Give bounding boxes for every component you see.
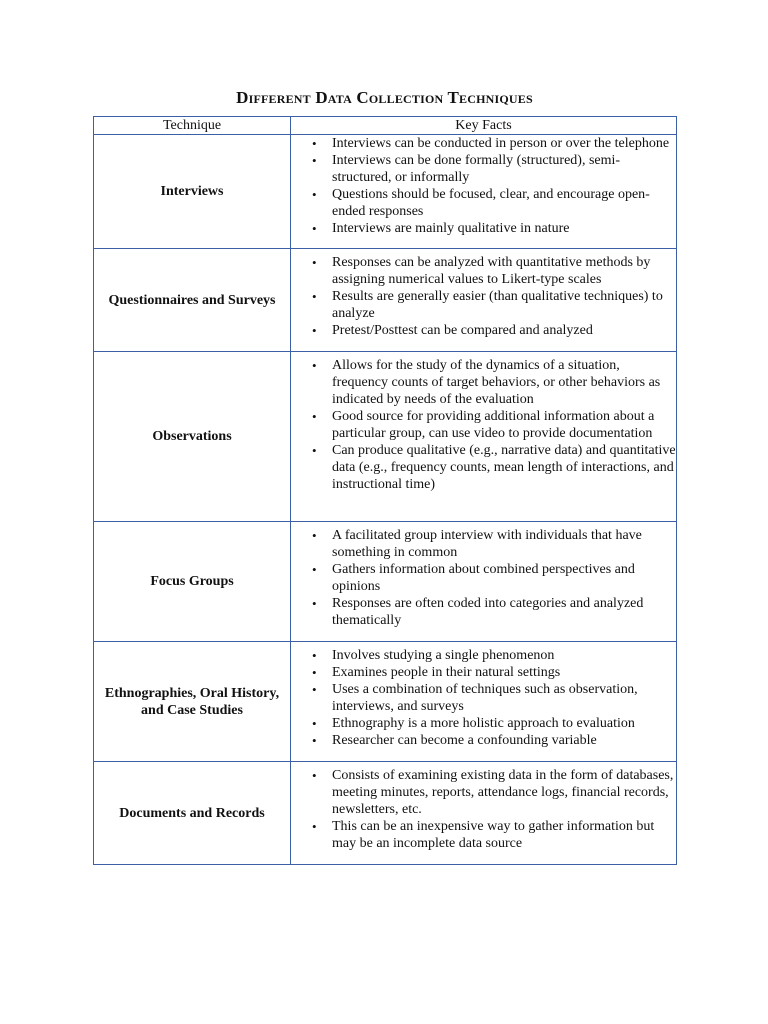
key-fact-item: • Uses a combination of techniques such as observation, interviews, and surveys [291,681,676,715]
key-fact-item: • Good source for providing additional information about a particular group, can use video to provide documentation [291,408,676,442]
table-row [94,135,677,249]
table-row [94,352,677,522]
column-header-key-facts: Key Facts [291,117,677,135]
key-facts-list [291,767,676,852]
techniques-table [93,116,677,865]
key-fact-item: • This can be an inexpensive way to gather information but may be an incomplete data source [291,818,676,852]
technique-name: Documents and Records [94,762,291,865]
key-fact-item: • Consists of examining existing data in the form of databases, meeting minutes, reports, attendance logs, financial records, newsletters, etc. [291,767,676,818]
key-facts-list [291,254,676,339]
technique-name: Interviews [94,135,291,249]
table-row [94,762,677,865]
table-row [94,249,677,352]
key-facts-list [291,135,676,237]
key-fact-item: • Pretest/Posttest can be compared and analyzed [291,322,676,339]
key-fact-item: • Interviews are mainly qualitative in nature [291,220,676,237]
key-facts-cell [291,249,677,352]
key-facts-cell [291,642,677,762]
key-fact-item: • Can produce qualitative (e.g., narrative data) and quantitative data (e.g., frequency counts, mean length of interactions, and instructional time) [291,442,676,493]
key-fact-item: • Responses are often coded into categories and analyzed thematically [291,595,676,629]
table-row [94,522,677,642]
technique-name: Questionnaires and Surveys [94,249,291,352]
key-facts-cell [291,522,677,642]
key-facts-cell [291,352,677,522]
table-row [94,642,677,762]
technique-name: Ethnographies, Oral History, and Case Studies [94,642,291,762]
key-fact-item: • Researcher can become a confounding variable [291,732,676,749]
key-facts-cell [291,135,677,249]
key-fact-item: • Gathers information about combined perspectives and opinions [291,561,676,595]
column-header-technique: Technique [94,117,291,135]
key-facts-list [291,647,676,749]
table-header-row [94,117,677,135]
key-facts-cell [291,762,677,865]
key-fact-item: • Responses can be analyzed with quantitative methods by assigning numerical values to Likert-type scales [291,254,676,288]
key-fact-item: • Questions should be focused, clear, and encourage open-ended responses [291,186,676,220]
key-fact-item: • Interviews can be conducted in person or over the telephone [291,135,676,152]
key-fact-item: • Allows for the study of the dynamics of a situation, frequency counts of target behaviors, or other behaviors as indicated by needs of the evaluation [291,357,676,408]
key-fact-item: • Results are generally easier (than qualitative techniques) to analyze [291,288,676,322]
key-fact-item: • A facilitated group interview with individuals that have something in common [291,527,676,561]
technique-name: Observations [94,352,291,522]
key-fact-item: • Examines people in their natural settings [291,664,676,681]
technique-name: Focus Groups [94,522,291,642]
key-fact-item: • Involves studying a single phenomenon [291,647,676,664]
key-facts-list [291,527,676,629]
page-title: Different Data Collection Techniques [236,88,533,107]
key-fact-item: • Ethnography is a more holistic approach to evaluation [291,715,676,732]
key-facts-list [291,357,676,493]
key-fact-item: • Interviews can be done formally (structured), semi-structured, or informally [291,152,676,186]
